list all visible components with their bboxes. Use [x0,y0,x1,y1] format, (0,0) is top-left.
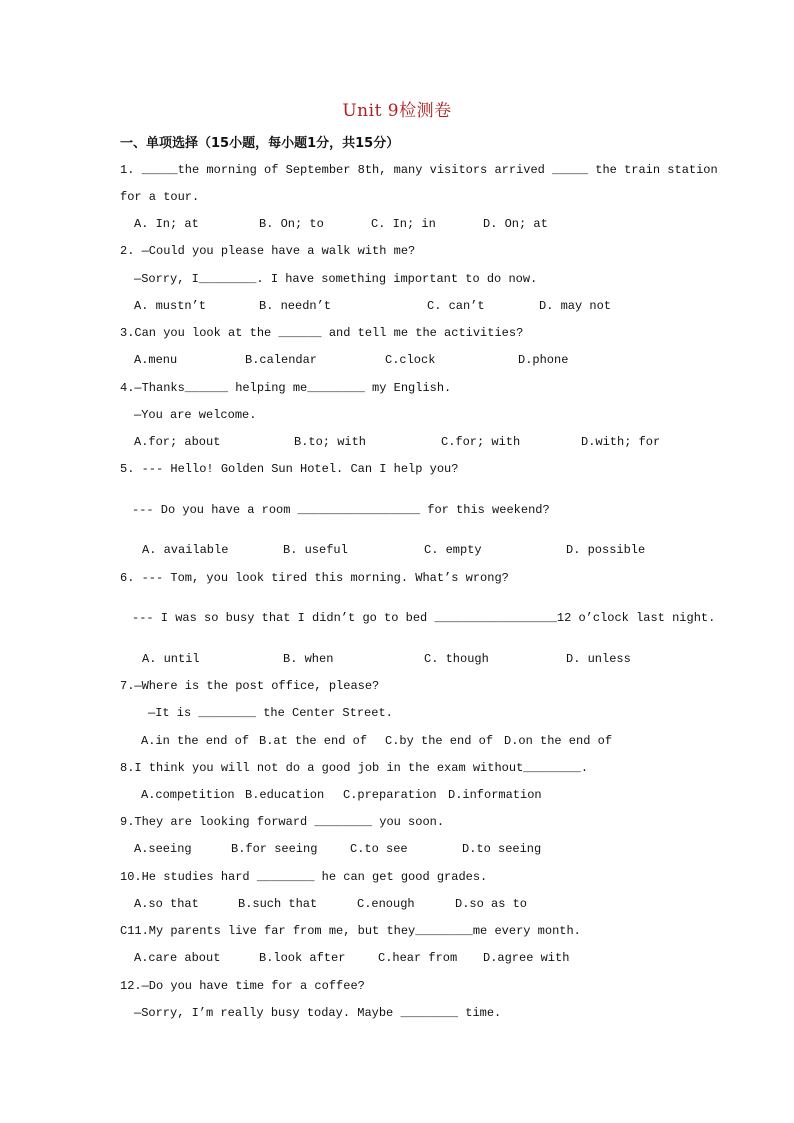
question-5-line-2: --- Do you have a room _________________ for this weekend? [132,503,550,517]
question-8-option-d: D.information [448,788,542,802]
question-3-option-b: B.calendar [245,353,318,367]
question-2-option-a: A. mustn’t [134,299,207,313]
question-1-option-a: A. In; at [134,217,199,231]
question-8-option-a: A.competition [141,788,235,802]
question-11-option-c: C.hear from [378,951,458,965]
question-1-option-d: D. On; at [483,217,548,231]
question-3-line-1: 3.Can you look at the ______ and tell me the activities? [120,326,524,340]
question-5-option-c: C. empty [424,543,482,557]
section-heading: 一、单项选择（15小题，每小题1分，共15分） [120,136,400,151]
question-1-line-1: 1. _____the morning of September 8th, many visitors arrived _____ the train station [120,163,718,177]
question-11-option-b: B.look after [259,951,346,965]
question-10-line-1: 10.He studies hard ________ he can get good grades. [120,870,488,884]
question-4-line-2: —You are welcome. [134,408,257,422]
question-6-option-b: B. when [283,652,334,666]
question-12-line-2: —Sorry, I’m really busy today. Maybe ________ time. [134,1006,502,1020]
question-2-option-d: D. may not [539,299,612,313]
question-5-line-1: 5. --- Hello! Golden Sun Hotel. Can I help you? [120,462,459,476]
question-8-line-1: 8.I think you will not do a good job in the exam without________. [120,761,589,775]
question-11-option-a: A.care about [134,951,221,965]
page-title: Unit 9检测卷 [342,101,452,121]
question-2-option-b: B. needn’t [259,299,332,313]
question-9-option-b: B.for seeing [231,842,318,856]
question-10-option-c: C.enough [357,897,415,911]
question-6-option-d: D. unless [566,652,631,666]
question-7-option-c: C.by the end of [385,734,494,748]
question-9-option-a: A.seeing [134,842,192,856]
question-5-option-b: B. useful [283,543,348,557]
question-12-line-1: 12.—Do you have time for a coffee? [120,979,365,993]
question-6-option-c: C. though [424,652,489,666]
question-4-option-d: D.with; for [581,435,661,449]
question-7-line-2: —It is ________ the Center Street. [148,706,393,720]
question-1-option-c: C. In; in [371,217,436,231]
question-8-option-b: B.education [245,788,325,802]
question-7-option-a: A.in the end of [141,734,250,748]
question-4-option-c: C.for; with [441,435,521,449]
question-2-option-c: C. can’t [427,299,485,313]
question-10-option-b: B.such that [238,897,318,911]
question-2-line-1: 2. —Could you please have a walk with me? [120,244,416,258]
question-7-line-1: 7.—Where is the post office, please? [120,679,380,693]
question-7-option-b: B.at the end of [259,734,368,748]
question-6-line-2: --- I was so busy that I didn’t go to bed _________________12 o’clock last night. [132,611,716,625]
question-8-option-c: C.preparation [343,788,437,802]
question-10-option-a: A.so that [134,897,199,911]
question-1-option-b: B. On; to [259,217,324,231]
question-4-option-a: A.for; about [134,435,221,449]
question-11-line-1: C11.My parents live far from me, but they________me every month. [120,924,581,938]
question-5-option-d: D. possible [566,543,646,557]
question-10-option-d: D.so as to [455,897,528,911]
question-7-option-d: D.on the end of [504,734,613,748]
question-9-option-d: D.to seeing [462,842,542,856]
question-6-option-a: A. until [142,652,200,666]
question-1-line-2: for a tour. [120,190,200,204]
question-6-line-1: 6. --- Tom, you look tired this morning. What’s wrong? [120,571,509,585]
question-4-option-b: B.to; with [294,435,367,449]
question-3-option-a: A.menu [134,353,178,367]
question-9-line-1: 9.They are looking forward ________ you soon. [120,815,445,829]
question-3-option-c: C.clock [385,353,436,367]
question-9-option-c: C.to see [350,842,408,856]
question-4-line-1: 4.—Thanks______ helping me________ my English. [120,381,452,395]
question-3-option-d: D.phone [518,353,569,367]
question-11-option-d: D.agree with [483,951,570,965]
question-5-option-a: A. available [142,543,229,557]
question-2-line-2: —Sorry, I________. I have something important to do now. [134,272,538,286]
